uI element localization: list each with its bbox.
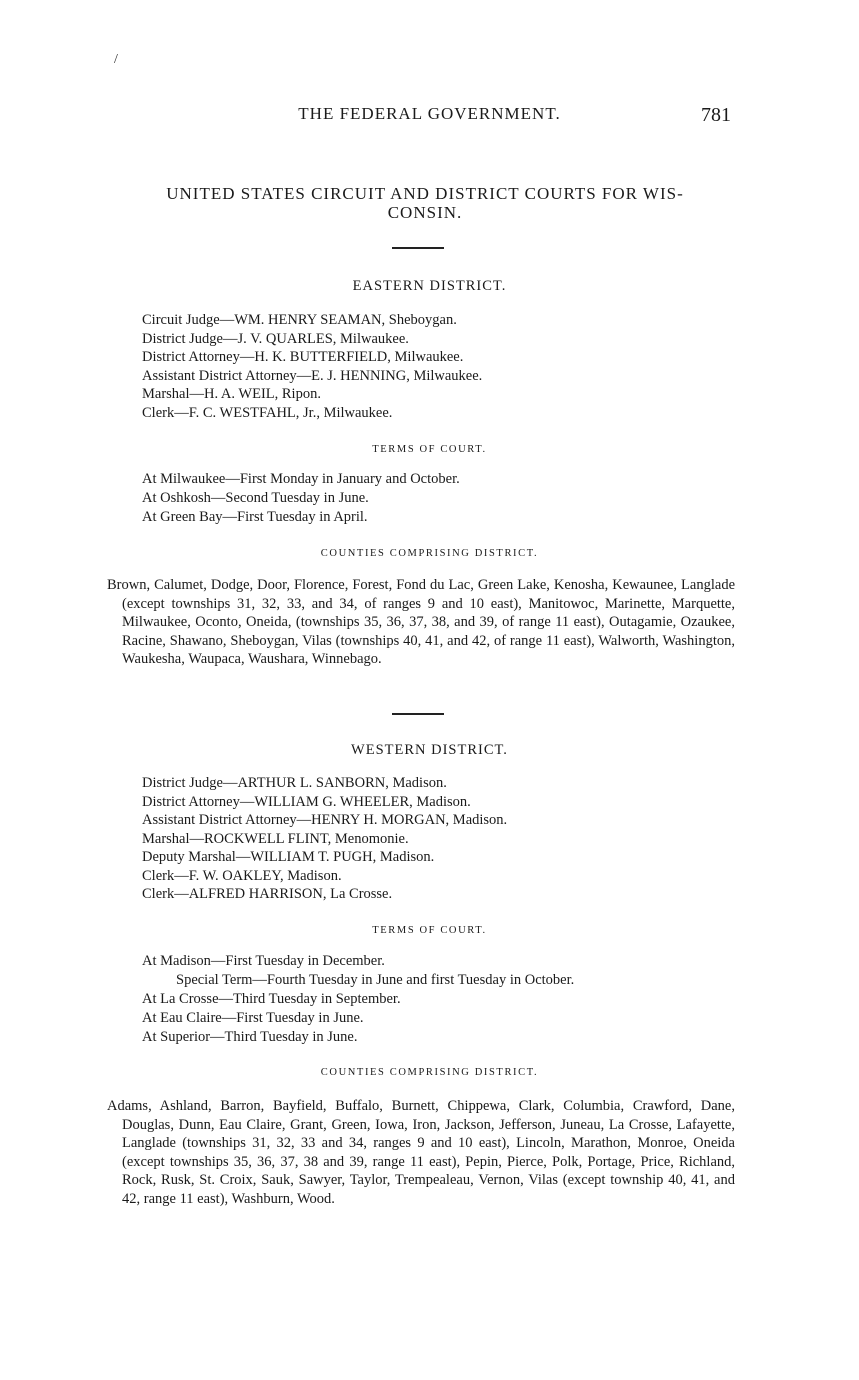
officer-line: Marshal—ROCKWELL FLINT, Menomonie. xyxy=(142,830,409,847)
page-title-line-2: CONSIN. xyxy=(387,203,463,222)
western-counties-heading: COUNTIES COMPRISING DISTRICT. xyxy=(320,1067,539,1078)
page-number: 781 xyxy=(701,104,731,126)
western-officers-list xyxy=(142,774,507,904)
term-line: At Superior—Third Tuesday in June. xyxy=(142,1029,358,1045)
page-title-line-1: UNITED STATES CIRCUIT AND DISTRICT COURTS FOR WIS- xyxy=(166,184,684,203)
counties-text: Adams, Ashland, Barron, Bayfield, Buffalo, Burnett, Chippewa, Clark, Columbia, Crawford, Dane, Douglas, Dunn, Eau Claire, Grant, Green, Iowa, Iron, Jackson, Jefferson, Juneau, La Crosse, Lafayette, Langlade (townships 31, 32, 33 and 34, ranges 9 and 10 east), Lincoln, Marathon, Monroe, Oneida (except townships 35, 36, 37, 38 and 39, range 11 east), Pepin, Pierce, Polk, Portage, Price, Richland, Rock, Rusk, St. Croix, Sauk, Sawyer, Taylor, Trempealeau, Vernon, Vilas (except township 40, 41, and 42, range 11 east), Washburn, Wood. xyxy=(107,1098,735,1207)
page-title xyxy=(100,184,750,222)
officer-line: Clerk—ALFRED HARRISON, La Crosse. xyxy=(142,886,393,902)
officer-line: District Attorney—H. K. BUTTERFIELD, Milwaukee. xyxy=(142,349,464,365)
section-divider xyxy=(392,247,444,249)
officer-line: Clerk—F. W. OAKLEY, Madison. xyxy=(142,867,342,884)
officer-line: Clerk—F. C. WESTFAHL, Jr., Milwaukee. xyxy=(142,404,393,421)
officer-line: District Attorney—WILLIAM G. WHEELER, Madison. xyxy=(142,793,471,810)
stray-mark: / xyxy=(114,52,118,67)
term-line: At Eau Claire—First Tuesday in June. xyxy=(142,1010,364,1026)
eastern-terms-list xyxy=(142,470,460,527)
western-counties-paragraph xyxy=(107,1097,735,1208)
eastern-officers-list xyxy=(142,311,482,422)
running-head: THE FEDERAL GOVERNMENT. xyxy=(298,104,561,123)
counties-text: Brown, Calumet, Dodge, Door, Florence, Forest, Fond du Lac, Green Lake, Kenosha, Kewaunee, Langlade (except townships 31, 32, 33, and 34, of ranges 9 and 10 east), Manitowoc, Marinette, Marquette, Milwaukee, Oconto, Oneida, (townships 35, 36, 37, 38, and 39, of range 11 east), Outagamie, Ozaukee, Racine, Shawano, Sheboygan, Vilas (townships 40, 41, and 42, of range 11 east), Walworth, Washington, Waukesha, Waupaca, Waushara, Winnebago. xyxy=(107,577,735,667)
term-line: At Milwaukee—First Monday in January and October. xyxy=(142,471,460,487)
eastern-district-heading: EASTERN DISTRICT. xyxy=(352,278,507,294)
western-district-heading: WESTERN DISTRICT. xyxy=(351,742,508,758)
term-line: At Madison—First Tuesday in December. xyxy=(142,953,385,969)
officer-line: Deputy Marshal—WILLIAM T. PUGH, Madison. xyxy=(142,849,435,865)
officer-line: District Judge—ARTHUR L. SANBORN, Madison. xyxy=(142,775,447,791)
officer-line: Assistant District Attorney—E. J. HENNING, Milwaukee. xyxy=(142,367,483,384)
term-line: At La Crosse—Third Tuesday in September. xyxy=(142,991,401,1007)
term-line: At Oshkosh—Second Tuesday in June. xyxy=(142,490,369,506)
term-line: At Green Bay—First Tuesday in April. xyxy=(142,509,368,525)
eastern-terms-heading: TERMS OF COURT. xyxy=(372,444,487,455)
western-terms-heading: TERMS OF COURT. xyxy=(372,925,487,936)
officer-line: Assistant District Attorney—HENRY H. MORGAN, Madison. xyxy=(142,812,508,828)
section-divider xyxy=(392,713,444,715)
term-line-special: Special Term—Fourth Tuesday in June and first Tuesday in October. xyxy=(176,972,575,988)
eastern-counties-paragraph xyxy=(107,576,735,669)
officer-line: District Judge—J. V. QUARLES, Milwaukee. xyxy=(142,330,409,347)
officer-line: Marshal—H. A. WEIL, Ripon. xyxy=(142,386,321,402)
western-terms-list xyxy=(142,952,574,1047)
eastern-counties-heading: COUNTIES COMPRISING DISTRICT. xyxy=(320,548,539,559)
officer-line: Circuit Judge—WM. HENRY SEAMAN, Sheboygan. xyxy=(142,312,457,328)
